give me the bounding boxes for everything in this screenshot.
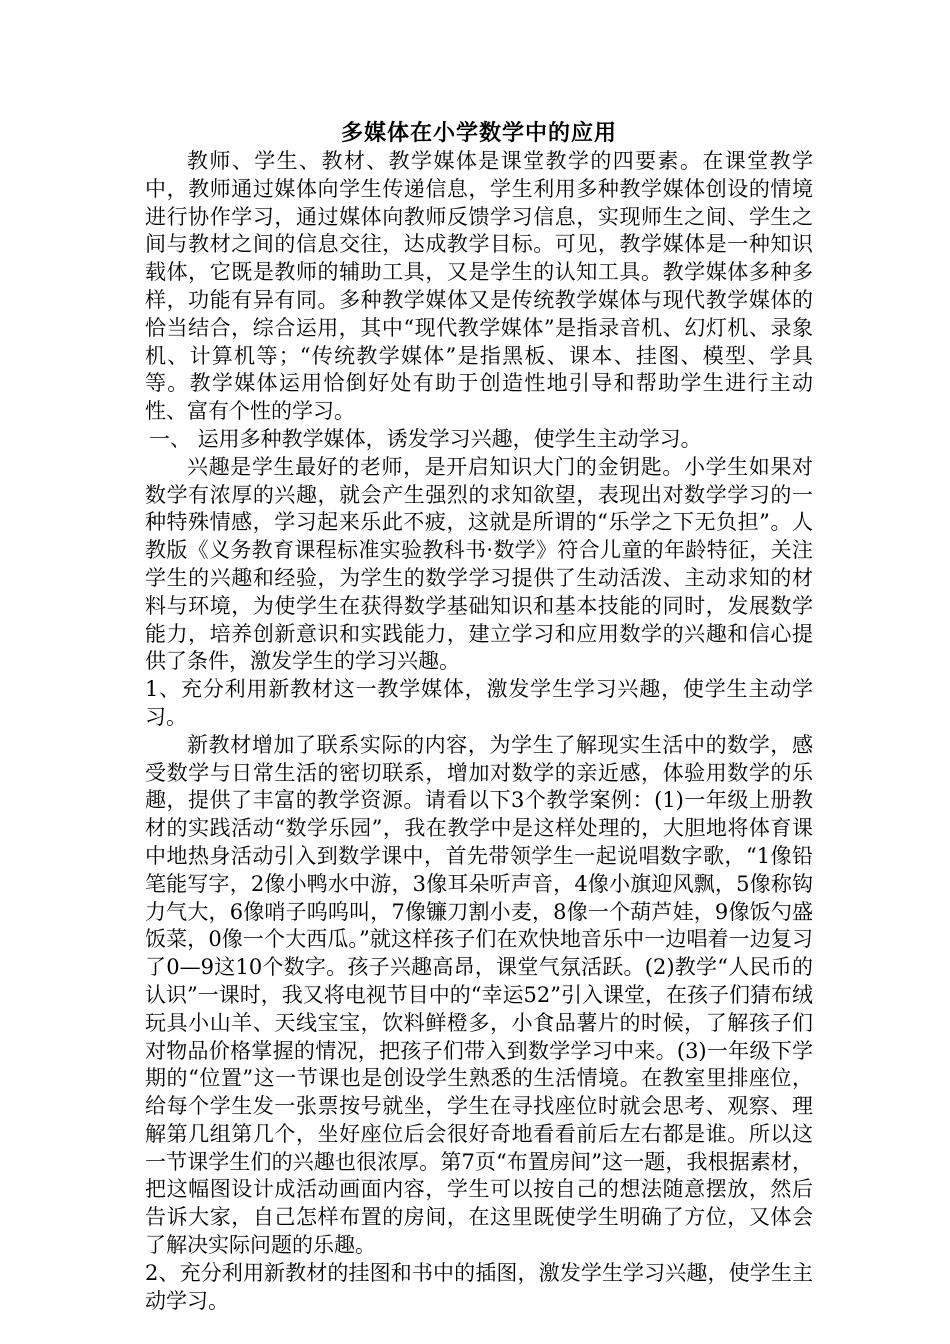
section-1-paragraph: 兴趣是学生最好的老师，是开启知识大门的金钥匙。小学生如果对数学有浓厚的兴趣，就会产生强烈的求知欲望，表现出对数学学习的一种特殊情感，学习起来乐此不疲，这就是所谓的“乐学之下无负担”。人教版《义务教育课程标准实验教科书·数学》符合儿童的年龄特征，关注学生的兴趣和经验，为学生的数学学习提供了生动活泼、主动求知的材料与环境，为使学生在获得数学基础知识和基本技能的同时，发展数学能力，培养创新意识和实践能力，建立学习和应用数学的兴趣和信心提供了条件，激发学生的学习兴趣。 (145, 454, 813, 674)
subsection-2-heading: 2、充分利用新教材的挂图和书中的插图，激发学生学习兴趣，使学生主动学习。 (145, 1260, 813, 1313)
subsection-1-paragraph: 新教材增加了联系实际的内容，为学生了解现实生活中的数学，感受数学与日常生活的密切联系，增加对数学的亲近感，体验用数学的乐趣，提供了丰富的教学资源。请看以下3个教学案例：(1)一年级上册教材的实践活动“数学乐园”，我在教学中是这样处理的，大胆地将体育课中地热身活动引入到数学课中，首先带领学生一起说唱数字歌，“1像铅笔能写字，2像小鸭水中游，3像耳朵听声音，4像小旗迎风飘，5像称钩力气大，6像哨子呜呜叫，7像镰刀割小麦，8像一个葫芦娃，9像饭勺盛饭菜，0像一个大西瓜。”就这样孩子们在欢快地音乐中一边唱着一边复习了0—9这10个数字。孩子兴趣高昂，课堂气氛活跃。(2)教学“人民币的认识”一课时，我又将电视节目中的“幸运52”引入课堂，在孩子们猜布绒玩具小山羊、天线宝宝，饮料鲜橙多，小食品薯片的时候，了解孩子们对物品价格掌握的情况，把孩子们带入到数学学习中来。(3)一年级下学期的“位置”这一节课也是创设学生熟悉的生活情境。在教室里排座位，给每个学生发一张票按号就坐，学生在寻找座位时就会思考、观察、理解第几组第几个，坐好座位后会很好奇地看看前后左右都是谁。所以这一节课学生们的兴趣也很浓厚。第7页“布置房间”这一题，我根据素材，把这幅图设计成活动画面内容，学生可以按自己的想法随意摆放，然后告诉大家，自己怎样布置的房间，在这里既使学生明确了方位，又体会了解决实际问题的乐趣。 (145, 732, 813, 1258)
document-title: 多媒体在小学数学中的应用 (340, 120, 617, 146)
intro-paragraph: 教师、学生、教材、教学媒体是课堂教学的四要素。在课堂教学中，教师通过媒体向学生传递信息，学生利用多种教学媒体创设的情境进行协作学习，通过媒体向教师反馈学习信息，实现师生之间、学生之间与教材之间的信息交往，达成教学目标。可见，教学媒体是一种知识载体，它既是教师的辅助工具，又是学生的认知工具。教学媒体多种多样，功能有异有同。多种教学媒体又是传统教学媒体与现代教学媒体的恰当结合，综合运用，其中“现代教学媒体”是指录音机、幻灯机、录象机、计算机等；“传统教学媒体”是指黑板、课本、挂图、模型、学具等。教学媒体运用恰倒好处有助于创造性地引导和帮助学生进行主动性、富有个性的学习。 (145, 149, 813, 424)
section-1-heading: 一、 运用多种教学媒体，诱发学习兴趣，使学生主动学习。 (149, 426, 702, 451)
subsection-1-heading: 1、充分利用新教材这一教学媒体，激发学生学习兴趣，使学生主动学习。 (145, 677, 813, 729)
document-page (145, 118, 813, 1315)
